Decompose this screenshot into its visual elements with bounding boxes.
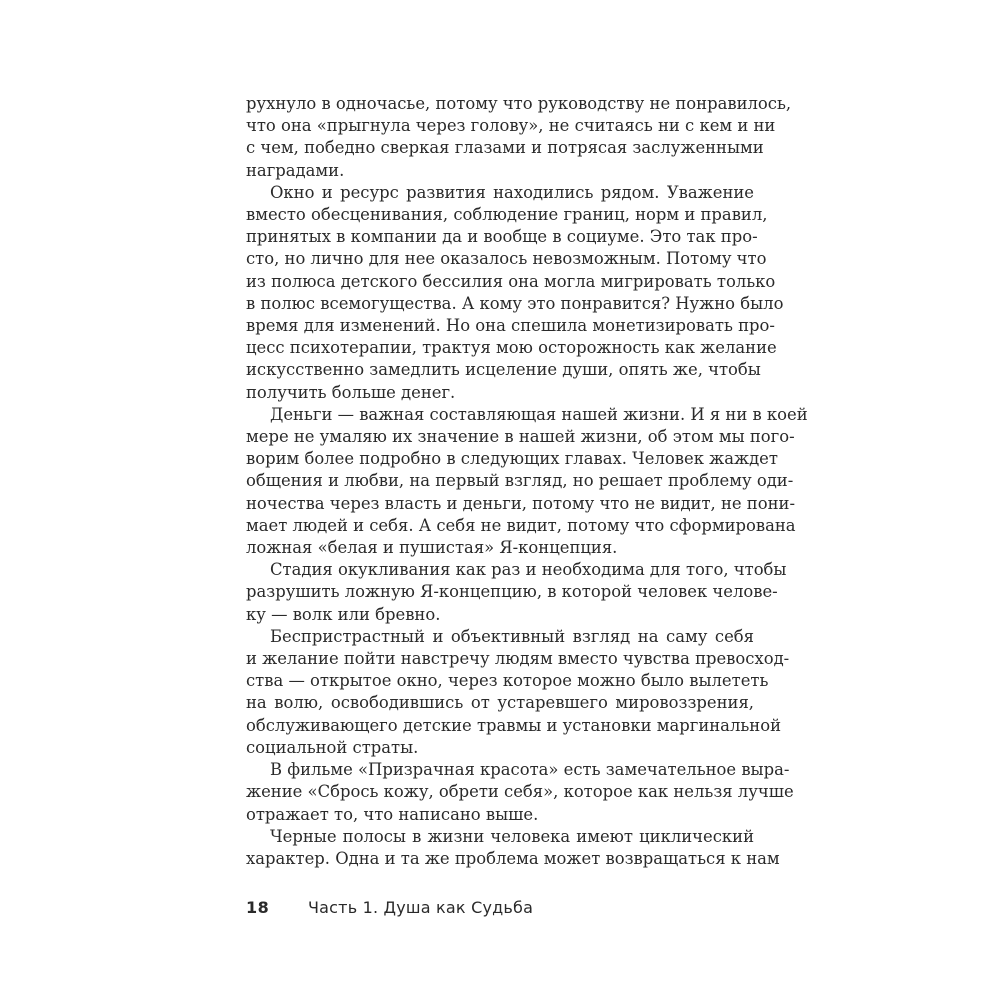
text-line: Окно и ресурс развития находились рядом. Уважение <box>270 182 754 202</box>
text-line: характер. Одна и та же проблема может возвращаться к нам <box>246 848 780 868</box>
paragraph <box>246 404 808 559</box>
paragraph <box>246 759 794 826</box>
text-line: ства — открытое окно, через которое можно было вылететь <box>246 671 769 691</box>
text-line: принятых в компании да и вообще в социуме. Это так про- <box>246 227 758 247</box>
text-line: Беспристрастный и объективный взгляд на саму себя <box>270 626 754 646</box>
paragraph <box>246 826 780 870</box>
text-line: время для изменений. Но она спешила монетизировать про- <box>246 316 775 336</box>
text-line: сто, но лично для нее оказалось невозможным. Потому что <box>246 249 767 269</box>
text-line: отражает то, что написано выше. <box>246 804 539 824</box>
text-line: Черные полосы в жизни человека имеют циклический <box>270 826 754 846</box>
text-line: жение «Сбрось кожу, обрети себя», которое как нельзя лучше <box>246 782 794 802</box>
text-line: на волю, освободившись от устаревшего мировоззрения, <box>246 693 754 713</box>
body-text <box>246 93 808 870</box>
text-line: что она «прыгнула через голову», не считаясь ни с кем и ни <box>246 116 776 136</box>
text-line: Деньги — важная составляющая нашей жизни. И я ни в коей <box>270 404 808 424</box>
text-line: с чем, победно сверкая глазами и потрясая заслуженными <box>246 138 764 158</box>
text-line: получить больше денег. <box>246 382 456 402</box>
text-line: мает людей и себя. А себя не видит, потому что сформирована <box>246 515 796 535</box>
text-line: наградами. <box>246 160 345 180</box>
text-line: цесс психотерапии, трактуя мою осторожность как желание <box>246 338 777 358</box>
text-line: из полюса детского бессилия она могла мигрировать только <box>246 271 776 291</box>
paragraph <box>246 559 787 626</box>
text-line: мере не умаляю их значение в нашей жизни, об этом мы пого- <box>246 427 795 447</box>
text-line: ворим более подробно в следующих главах. Человек жаждет <box>246 449 778 469</box>
running-title: Часть 1. Душа как Судьба <box>308 898 534 917</box>
paragraph <box>246 182 784 404</box>
text-line: общения и любви, на первый взгляд, но решает проблему оди- <box>246 471 794 491</box>
text-line: разрушить ложную Я-концепцию, в которой человек челове- <box>246 582 778 602</box>
paragraph <box>246 626 790 759</box>
text-line: искусственно замедлить исцеление души, опять же, чтобы <box>246 360 761 380</box>
text-line: и желание пойти навстречу людям вместо чувства превосход- <box>246 649 790 669</box>
page-number: 18 <box>246 898 270 917</box>
text-line: ложная «белая и пушистая» Я-концепция. <box>246 538 618 558</box>
text-line: Стадия окукливания как раз и необходима для того, чтобы <box>270 560 787 580</box>
text-line: вместо обесценивания, соблюдение границ, норм и правил, <box>246 205 768 225</box>
page-footer <box>246 898 533 922</box>
text-line: ку — волк или бревно. <box>246 604 441 624</box>
text-line: в полюс всемогущества. А кому это понравится? Нужно было <box>246 293 784 313</box>
text-line: ночества через власть и деньги, потому что не видит, не пони- <box>246 493 795 513</box>
paragraph <box>246 93 792 182</box>
text-line: социальной страты. <box>246 737 419 757</box>
text-line: В фильме «Призрачная красота» есть замечательное выра- <box>270 760 790 780</box>
text-line: рухнуло в одночасье, потому что руководству не понравилось, <box>246 94 792 113</box>
text-line: обслуживающего детские травмы и установки маргинальной <box>246 715 782 735</box>
